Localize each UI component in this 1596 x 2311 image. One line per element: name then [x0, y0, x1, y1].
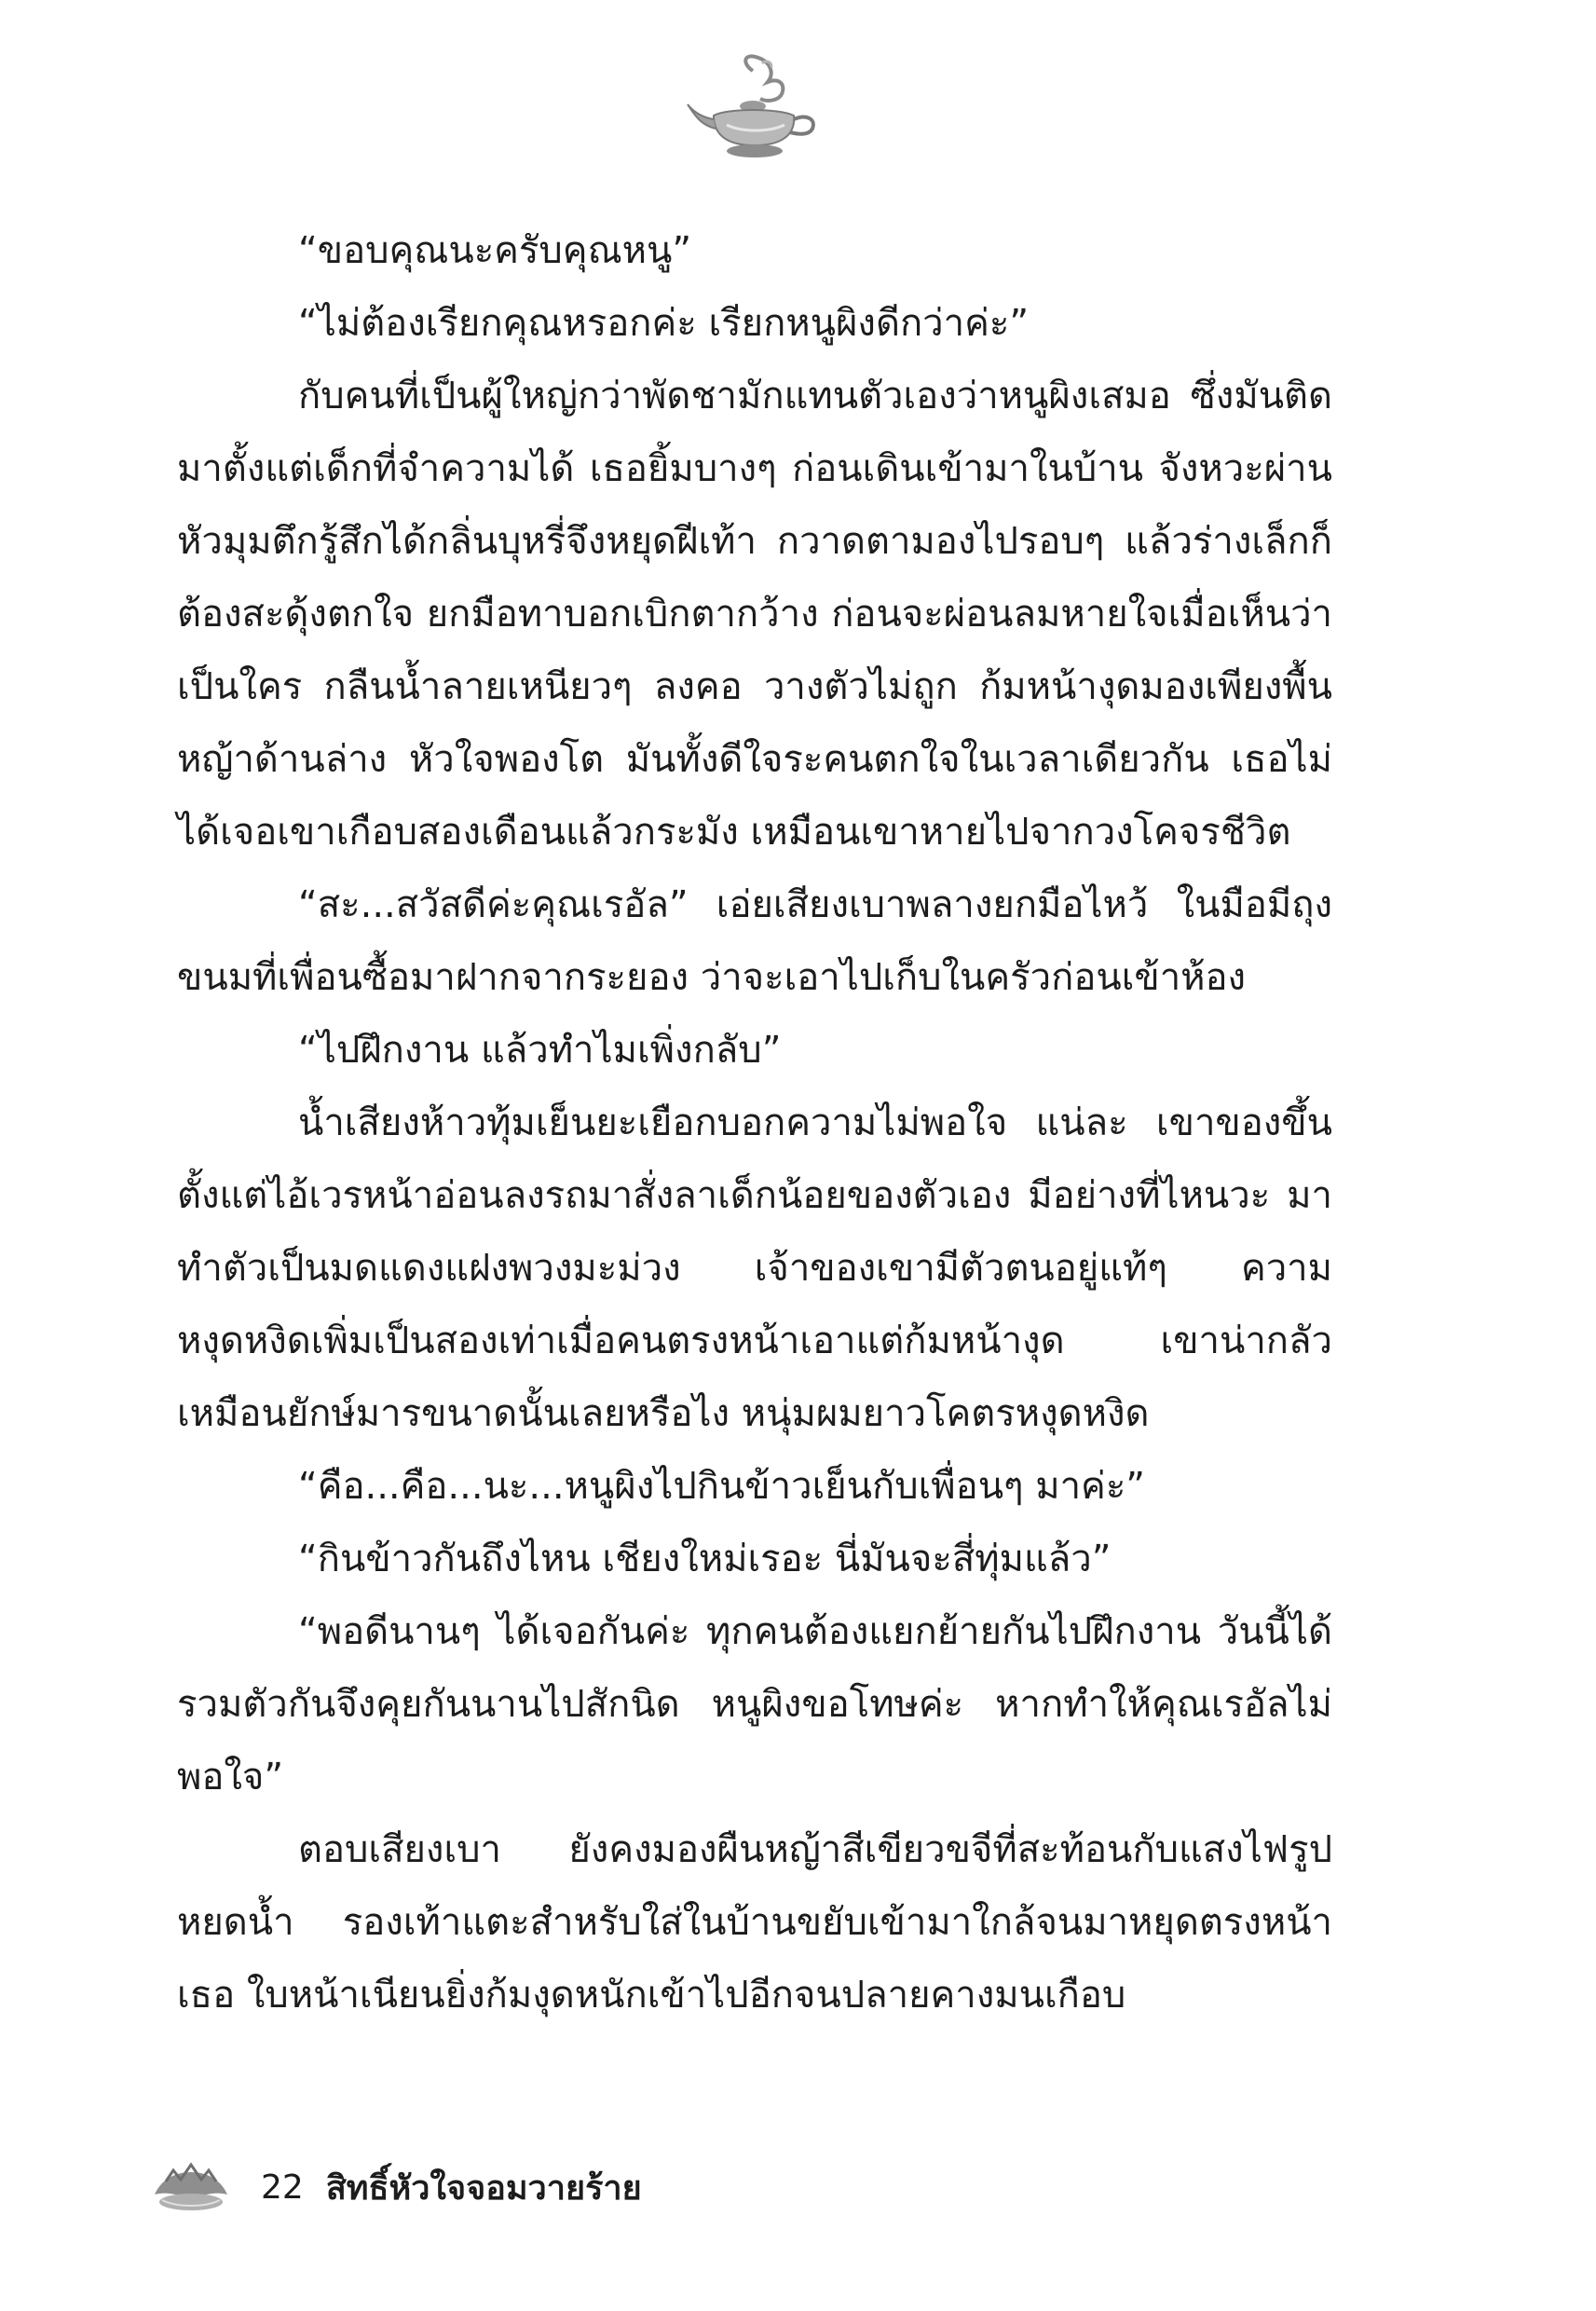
- paragraph: น้ำเสียงห้าวทุ้มเย็นยะเยือกบอกความไม่พอใจ แน่ละ เขาของขึ้นตั้งแต่ไอ้เวรหน้าอ่อนลงรถมาสั่งลาเด็กน้อยของตัวเอง มีอย่างที่ไหนวะ มาทำตัวเป็นมดแดงแฝงพวงมะม่วง เจ้าของเขามีตัวตนอยู่แท้ๆ ความหงุดหงิดเพิ่มเป็นสองเท่าเมื่อคนตรงหน้าเอาแต่ก้มหน้างุด เขาน่ากลัวเหมือนยักษ์มารขนาดนั้นเลยหรือไง หนุ่มผมยาวโคตรหงุดหงิด: [177, 1101, 1332, 1435]
- crown-ornament-icon: [149, 2159, 233, 2215]
- page-footer: [149, 2145, 642, 2229]
- paragraph: “พอดีนานๆ ได้เจอกันค่ะ ทุกคนต้องแยกย้ายกันไปฝึกงาน วันนี้ได้รวมตัวกันจึงคุยกันนานไปสักนิด หนูผิงขอโทษค่ะ หากทำให้คุณเรอัลไม่พอใจ”: [177, 1610, 1332, 1798]
- body-text: [177, 214, 1332, 2031]
- page-number: 22: [261, 2167, 304, 2207]
- paragraph: “ขอบคุณนะครับคุณหนู”: [298, 229, 692, 272]
- paragraph: กับคนที่เป็นผู้ใหญ่กว่าพัดชามักแทนตัวเองว่าหนูผิงเสมอ ซึ่งมันติดมาตั้งแต่เด็กที่จำความได้ เธอยิ้มบางๆ ก่อนเดินเข้ามาในบ้าน จังหวะผ่านหัวมุมตึกรู้สึกได้กลิ่นบุหรี่จึงหยุดฝีเท้า กวาดตามองไปรอบๆ แล้วร่างเล็กก็ต้องสะดุ้งตกใจ ยกมือทาบอกเบิกตากว้าง ก่อนจะผ่อนลมหายใจเมื่อเห็นว่าเป็นใคร กลืนน้ำลายเหนียวๆ ลงคอ วางตัวไม่ถูก ก้มหน้างุดมองเพียงพื้นหญ้าด้านล่าง หัวใจพองโต มันทั้งดีใจระคนตกใจในเวลาเดียวกัน เธอไม่ได้เจอเขาเกือบสองเดือนแล้วกระมัง เหมือนเขาหายไปจากวงโคจรชีวิต: [177, 375, 1332, 854]
- paragraph: “คือ...คือ...นะ...หนูผิงไปกินข้าวเย็นกับเพื่อนๆ มาค่ะ”: [298, 1465, 1146, 1508]
- genie-lamp-icon: [686, 54, 825, 166]
- paragraph: “กินข้าวกันถึงไหน เชียงใหม่เรอะ นี่มันจะสี่ทุ่มแล้ว”: [298, 1538, 1112, 1580]
- book-title: สิทธิ์หัวใจจอมวายร้าย: [325, 2168, 642, 2208]
- paragraph: ตอบเสียงเบา ยังคงมองผืนหญ้าสีเขียวขจีที่สะท้อนกับแสงไฟรูปหยดน้ำ รองเท้าแตะสำหรับใส่ในบ้านขยับเข้ามาใกล้จนมาหยุดตรงหน้าเธอ ใบหน้าเนียนยิ่งก้มงุดหนักเข้าไปอีกจนปลายคางมนเกือบ: [177, 1828, 1332, 2017]
- paragraph: “ไม่ต้องเรียกคุณหรอกค่ะ เรียกหนูผิงดีกว่าค่ะ”: [298, 302, 1030, 345]
- paragraph: “ไปฝึกงาน แล้วทำไมเพิ่งกลับ”: [298, 1029, 782, 1072]
- paragraph: “สะ...สวัสดีค่ะคุณเรอัล” เอ่ยเสียงเบาพลางยกมือไหว้ ในมือมีถุงขนมที่เพื่อนซื้อมาฝากจากระยอง ว่าจะเอาไปเก็บในครัวก่อนเข้าห้อง: [177, 883, 1332, 999]
